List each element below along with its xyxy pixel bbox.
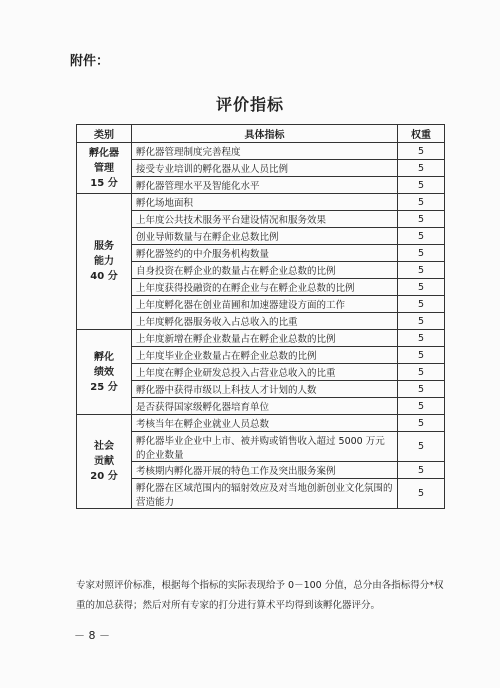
weight-cell: 5 bbox=[398, 211, 445, 228]
category-line: 25 分 bbox=[90, 381, 118, 393]
indicator-cell: 创业导师数量与在孵企业总数比例 bbox=[132, 228, 398, 245]
table-row bbox=[77, 462, 445, 479]
category-line: 绩效 bbox=[94, 366, 114, 378]
indicator-cell: 孵化器管理水平及智能化水平 bbox=[132, 177, 398, 194]
category-cell bbox=[77, 330, 132, 415]
category-line: 孵化器 bbox=[89, 147, 119, 159]
indicator-cell: 孵化器签约的中介服务机构数量 bbox=[132, 245, 398, 262]
table-row bbox=[77, 211, 445, 228]
table-row bbox=[77, 194, 445, 211]
attachment-label: 附件： bbox=[70, 54, 110, 69]
category-cell bbox=[77, 415, 132, 509]
table-row bbox=[77, 330, 445, 347]
weight-cell: 5 bbox=[398, 177, 445, 194]
weight-cell: 5 bbox=[398, 262, 445, 279]
indicator-cell: 接受专业培训的孵化器从业人员比例 bbox=[132, 160, 398, 177]
table-row bbox=[77, 160, 445, 177]
weight-cell: 5 bbox=[398, 479, 445, 509]
indicator-cell: 上年度公共技术服务平台建设情况和服务效果 bbox=[132, 211, 398, 228]
table-header-row bbox=[77, 125, 445, 143]
category-line: 孵化 bbox=[94, 351, 114, 363]
header-indicator: 具体指标 bbox=[132, 125, 398, 143]
indicator-cell: 上年度获得投融资的在孵企业与在孵企业总数的比例 bbox=[132, 279, 398, 296]
table-row bbox=[77, 245, 445, 262]
category-line: 15 分 bbox=[90, 177, 118, 189]
table-row bbox=[77, 262, 445, 279]
weight-cell: 5 bbox=[398, 143, 445, 160]
header-weight: 权重 bbox=[398, 125, 445, 143]
indicator-cell: 孵化器中获得市级以上科技人才计划的人数 bbox=[132, 381, 398, 398]
indicator-cell: 是否获得国家级孵化器培育单位 bbox=[132, 398, 398, 415]
indicator-cell: 孵化器毕业企业中上市、被并购或销售收入超过 5000 万元的企业数量 bbox=[132, 432, 398, 462]
weight-cell: 5 bbox=[398, 160, 445, 177]
indicator-cell: 考核期内孵化器开展的特色工作及突出服务案例 bbox=[132, 462, 398, 479]
weight-cell: 5 bbox=[398, 279, 445, 296]
category-line: 服务 bbox=[94, 241, 114, 252]
page-number: － 8 － bbox=[74, 629, 110, 642]
weight-cell: 5 bbox=[398, 313, 445, 330]
page-title: 评价指标 bbox=[215, 95, 284, 114]
table-row bbox=[77, 415, 445, 432]
weight-cell: 5 bbox=[398, 364, 445, 381]
table-row bbox=[77, 313, 445, 330]
table-row bbox=[77, 228, 445, 245]
weight-cell: 5 bbox=[398, 296, 445, 313]
header-category: 类别 bbox=[77, 125, 132, 143]
table-row bbox=[77, 364, 445, 381]
table-row bbox=[77, 479, 445, 509]
weight-cell: 5 bbox=[398, 398, 445, 415]
indicator-cell: 孵化器管理制度完善程度 bbox=[132, 143, 398, 160]
weight-cell: 5 bbox=[398, 228, 445, 245]
table-row bbox=[77, 432, 445, 462]
weight-cell: 5 bbox=[398, 415, 445, 432]
table-row bbox=[77, 398, 445, 415]
category-cell bbox=[77, 194, 132, 330]
table-row bbox=[77, 279, 445, 296]
category-cell bbox=[77, 143, 132, 194]
indicator-cell: 孵化器在区域范围内的辐射效应及对当地创新创业文化氛围的营造能力 bbox=[132, 479, 398, 509]
weight-cell: 5 bbox=[398, 347, 445, 364]
weight-cell: 5 bbox=[398, 194, 445, 211]
table-body bbox=[77, 143, 445, 509]
weight-cell: 5 bbox=[398, 462, 445, 479]
evaluation-table bbox=[76, 124, 445, 509]
indicator-cell: 考核当年在孵企业就业人员总数 bbox=[132, 415, 398, 432]
category-line: 能力 bbox=[94, 256, 114, 267]
table-row bbox=[77, 296, 445, 313]
indicator-cell: 上年度新增在孵企业数量占在孵企业总数的比例 bbox=[132, 330, 398, 347]
table-row bbox=[77, 381, 445, 398]
category-line: 20 分 bbox=[90, 471, 118, 482]
indicator-cell: 上年度在孵企业研发总投入占营业总收入的比重 bbox=[132, 364, 398, 381]
weight-cell: 5 bbox=[398, 432, 445, 462]
indicator-cell: 自身投资在孵企业的数量占在孵企业总数的比例 bbox=[132, 262, 398, 279]
table-row bbox=[77, 143, 445, 160]
indicator-cell: 上年度孵化器在创业苗圃和加速器建设方面的工作 bbox=[132, 296, 398, 313]
weight-cell: 5 bbox=[398, 245, 445, 262]
category-line: 40 分 bbox=[90, 271, 118, 282]
weight-cell: 5 bbox=[398, 330, 445, 347]
table-row bbox=[77, 347, 445, 364]
category-line: 管理 bbox=[94, 162, 114, 174]
indicator-cell: 上年度毕业企业数量占在孵企业总数的比例 bbox=[132, 347, 398, 364]
scoring-note: 专家对照评价标准，根据每个指标的实际表现给予 0－100 分值，总分由各指标得分*权重的加总获得；然后对所有专家的打分进行算术平均得到该孵化器评分。 bbox=[76, 580, 444, 611]
category-line: 社会 bbox=[94, 441, 114, 452]
indicator-cell: 上年度孵化器服务收入占总收入的比重 bbox=[132, 313, 398, 330]
category-line: 贡献 bbox=[94, 456, 114, 467]
indicator-cell: 孵化场地面积 bbox=[132, 194, 398, 211]
table-row bbox=[77, 177, 445, 194]
weight-cell: 5 bbox=[398, 381, 445, 398]
